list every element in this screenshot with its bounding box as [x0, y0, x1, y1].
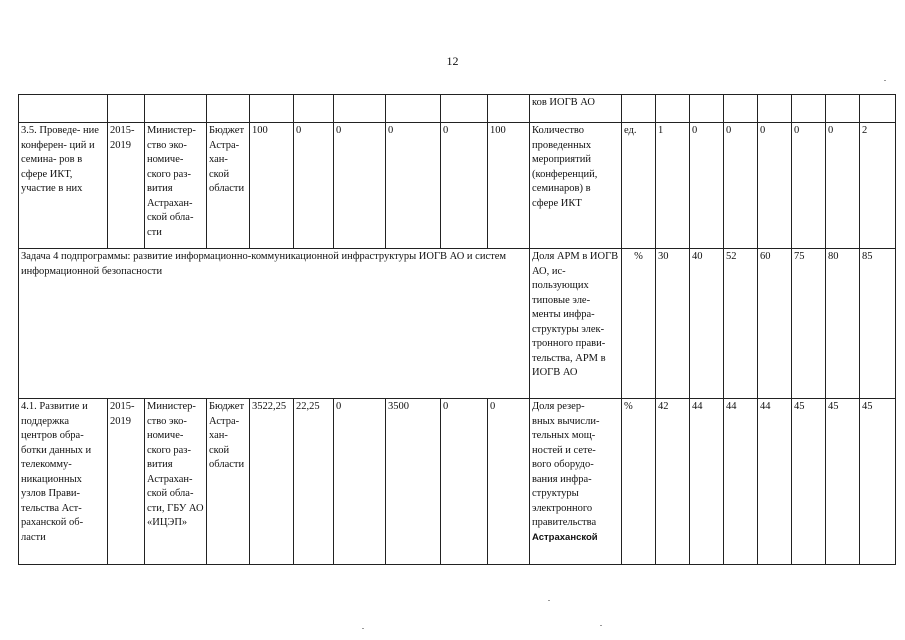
scan-speck [884, 80, 886, 81]
finance-year-cell: 0 [294, 123, 334, 249]
indicator-value-cell: 80 [826, 249, 860, 399]
activity-name-cell: 4.1. Развитие и поддержка центров обра- ботки данных и телекомму- никационных узлов Прави- тельства Аст- раханской об- ласти [19, 399, 108, 565]
finance-year-cell: 0 [441, 123, 488, 249]
indicator-value-cell: 2 [860, 123, 896, 249]
table-row-4-1 [19, 399, 896, 565]
finance-year-cell: 0 [334, 399, 386, 565]
finance-year-cell: 0 [334, 123, 386, 249]
indicator-value-cell: 30 [656, 249, 690, 399]
indicator-value-cell: 0 [690, 123, 724, 249]
finance-year-cell: 0 [488, 399, 530, 565]
scan-speck [362, 628, 364, 629]
table-row-task-4 [19, 249, 896, 399]
unit-cell: % [622, 249, 656, 399]
finance-year-cell: 0 [386, 123, 441, 249]
indicator-value-cell: 0 [724, 123, 758, 249]
indicator-text: Доля резер- вных вычисли- тельных мощ- ностей и сете- вого оборудо- вания инфра- структуры электронного правительства [532, 401, 600, 528]
indicator-value-cell: 1 [656, 123, 690, 249]
indicator-value-cell: 45 [792, 399, 826, 565]
scan-speck [548, 600, 550, 601]
indicator-value-cell: 44 [690, 399, 724, 565]
finance-year-cell: 22,25 [294, 399, 334, 565]
indicator-value-cell: 44 [724, 399, 758, 565]
unit-cell: % [622, 399, 656, 565]
indicator-cell: Количество проведенных мероприятий (конференций, семинаров) в сфере ИКТ [530, 123, 622, 249]
program-table [18, 94, 896, 565]
source-cell: Бюджет Астра- хан- ской области [207, 123, 250, 249]
indicator-value-cell: 75 [792, 249, 826, 399]
executor-cell: Министер- ство эко- номиче- ского раз- вития Астрахан- ской обла- сти, ГБУ АО «ИЦЭП» [145, 399, 207, 565]
indicator-cell: ков ИОГВ АО [530, 95, 622, 123]
indicator-value-cell: 40 [690, 249, 724, 399]
unit-cell: ед. [622, 123, 656, 249]
indicator-cell: Доля АРМ в ИОГВ АО, ис- пользующих типовые эле- менты инфра- структуры элек- тронного прави- тельства, АРМ в ИОГВ АО [530, 249, 622, 399]
indicator-value-cell: 0 [826, 123, 860, 249]
indicator-value-cell: 60 [758, 249, 792, 399]
task-title-cell: Задача 4 подпрограммы: развитие информационно-коммуникационной инфраструктуры ИОГВ АО и систем информационной безопасности [19, 249, 530, 399]
activity-name-cell: 3.5. Проведе- ние конферен- ций и семина- ров в сфере ИКТ, участие в них [19, 123, 108, 249]
indicator-value-cell: 52 [724, 249, 758, 399]
finance-total-cell: 3522,25 [250, 399, 294, 565]
indicator-cell [530, 399, 622, 565]
finance-year-cell: 100 [488, 123, 530, 249]
period-cell: 2015- 2019 [108, 123, 145, 249]
period-cell: 2015- 2019 [108, 399, 145, 565]
scan-speck [600, 625, 602, 626]
table-row-3-5 [19, 123, 896, 249]
indicator-value-cell: 42 [656, 399, 690, 565]
indicator-value-cell: 0 [792, 123, 826, 249]
source-cell: Бюджет Астра- хан- ской области [207, 399, 250, 565]
finance-year-cell: 3500 [386, 399, 441, 565]
finance-total-cell: 100 [250, 123, 294, 249]
indicator-value-cell: 0 [758, 123, 792, 249]
indicator-value-cell: 44 [758, 399, 792, 565]
indicator-text-bold: Астраханской [532, 531, 598, 543]
executor-cell: Министер- ство эко- номиче- ского раз- вития Астрахан- ской обла- сти [145, 123, 207, 249]
page-number: 12 [446, 54, 459, 68]
indicator-value-cell: 85 [860, 249, 896, 399]
finance-year-cell: 0 [441, 399, 488, 565]
indicator-value-cell: 45 [860, 399, 896, 565]
continuation-row [19, 95, 896, 123]
indicator-value-cell: 45 [826, 399, 860, 565]
